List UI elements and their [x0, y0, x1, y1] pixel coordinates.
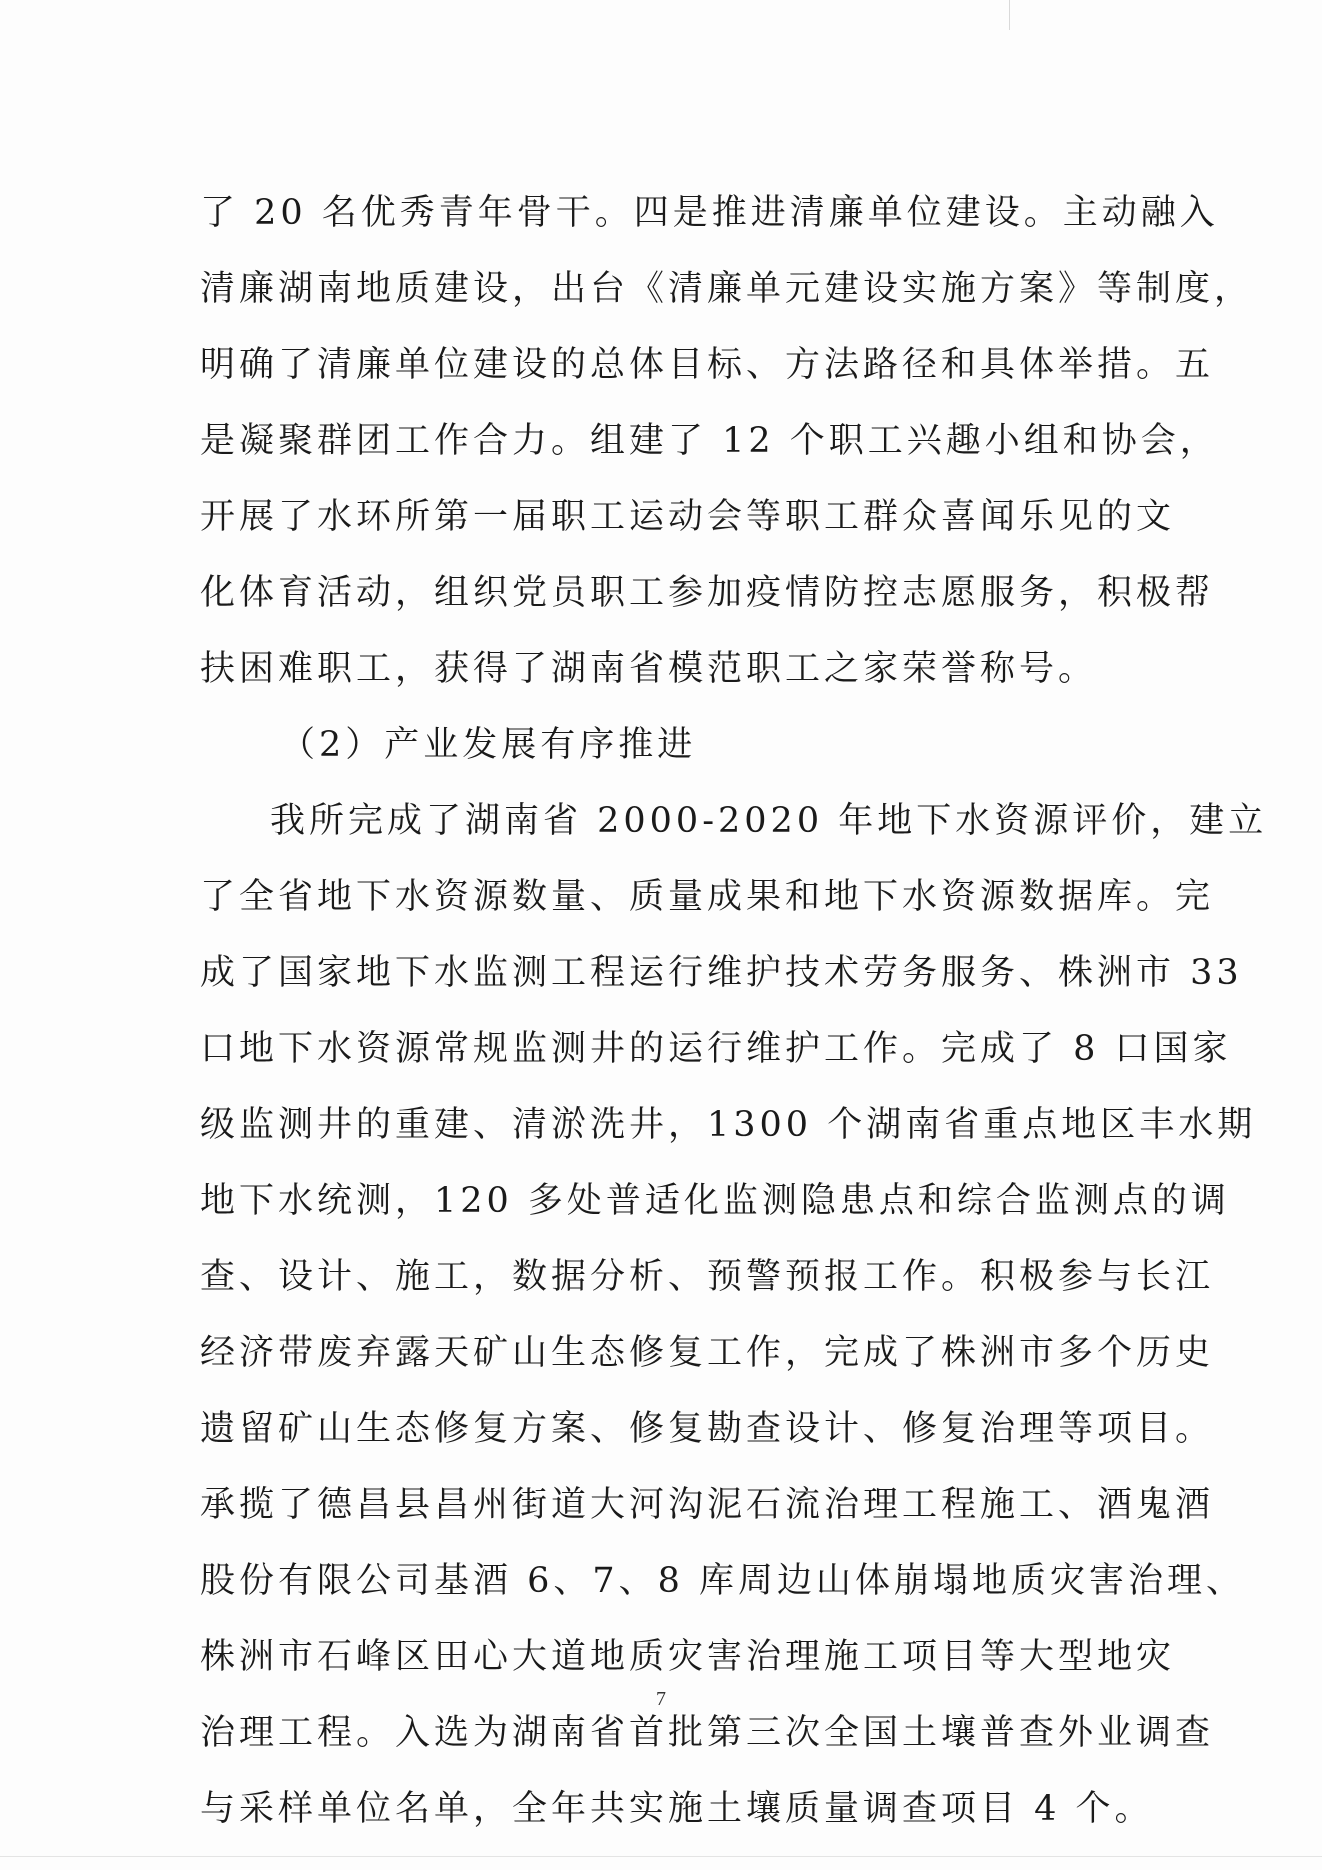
scan-edge-mark — [1009, 0, 1010, 30]
text-line: 经济带废弃露天矿山生态修复工作，完成了株洲市多个历史 — [200, 1333, 1215, 1373]
text-line: 地下水统测，120 多处普适化监测隐患点和综合监测点的调 — [200, 1181, 1230, 1221]
text-line: 遗留矿山生态修复方案、修复勘查设计、修复治理等项目。 — [200, 1409, 1215, 1449]
text-line: 化体育活动，组织党员职工参加疫情防控志愿服务，积极帮 — [200, 573, 1215, 613]
text-line: 株洲市石峰区田心大道地质灾害治理施工项目等大型地灾 — [200, 1637, 1176, 1677]
text-line: 与采样单位名单，全年共实施土壤质量调查项目 4 个。 — [200, 1789, 1154, 1829]
document-body — [200, 175, 1268, 1847]
text-line: 我所完成了湖南省 2000-2020 年地下水资源评价，建立 — [270, 801, 1268, 841]
text-line: 清廉湖南地质建设，出台《清廉单元建设实施方案》等制度， — [200, 269, 1254, 309]
text-line: 成了国家地下水监测工程运行维护技术劳务服务、株洲市 33 — [200, 953, 1243, 993]
text-line: 治理工程。入选为湖南省首批第三次全国土壤普查外业调查 — [200, 1713, 1215, 1753]
text-line: 明确了清廉单位建设的总体目标、方法路径和具体举措。五 — [200, 345, 1215, 385]
page-number: 7 — [656, 1688, 666, 1710]
text-line: 口地下水资源常规监测井的运行维护工作。完成了 8 口国家 — [200, 1029, 1232, 1069]
text-line: 承揽了德昌县昌州街道大河沟泥石流治理工程施工、酒鬼酒 — [200, 1485, 1215, 1525]
text-line: 股份有限公司基酒 6、7、8 库周边山体崩塌地质灾害治理、 — [200, 1561, 1246, 1601]
text-line: 了 20 名优秀青年骨干。四是推进清廉单位建设。主动融入 — [200, 193, 1219, 233]
text-line: 查、设计、施工，数据分析、预警预报工作。积极参与长江 — [200, 1257, 1215, 1297]
paragraph-party-building — [200, 175, 1254, 707]
text-line: 开展了水环所第一届职工运动会等职工群众喜闻乐见的文 — [200, 497, 1176, 537]
text-line: 扶困难职工，获得了湖南省模范职工之家荣誉称号。 — [200, 649, 1098, 689]
text-line: 是凝聚群团工作合力。组建了 12 个职工兴趣小组和协会， — [200, 421, 1219, 461]
text-line: 了全省地下水资源数量、质量成果和地下水资源数据库。完 — [200, 877, 1215, 917]
text-line: 级监测井的重建、清淤洗井，1300 个湖南省重点地区丰水期 — [200, 1105, 1257, 1145]
scan-bottom-edge — [0, 1856, 1322, 1857]
section-heading: （2）产业发展有序推进 — [280, 725, 697, 765]
